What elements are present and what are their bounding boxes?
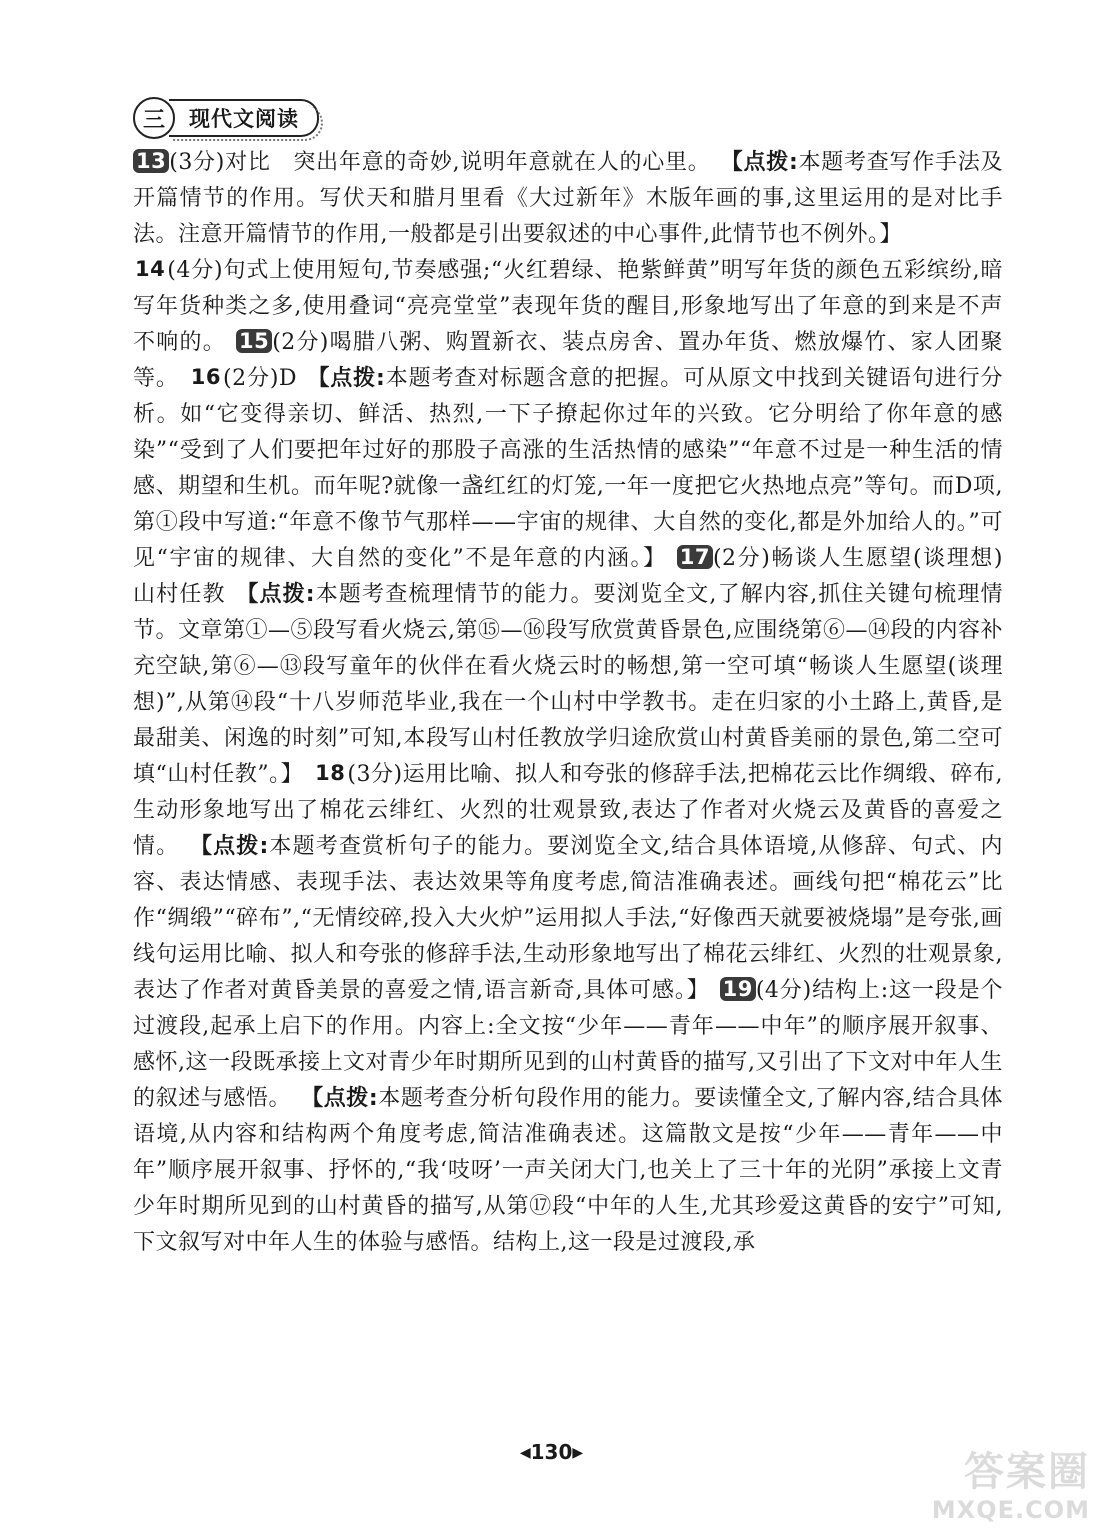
tip-label-17: 【点拨: <box>235 582 316 607</box>
answer-18: (3分)运用比喻、拟人和夸张的修辞手法,把棉花云比作绸缎、碎布,生动形象地写出了棉花云绯红、火烈的壮观景致,表达了作者对火烧云及黄昏的喜爱之情。 <box>133 762 1003 859</box>
tip-text-16: 本题考查对标题含意的把握。可从原文中找到关键语句进行分析。如“它变得亲切、鲜活、热烈,一下子撩起你过年的兴致。它分明给了你年意的感染”“受到了人们要把年过好的那股子高涨的生活热情的感染”“年意不过是一种生活的情感、期望和生机。而年呢?就像一盏红红的灯笼,一年一度把它火热地点亮”等句。而D项,第①段中写道:“年意不像节气那样——宇宙的规律、大自然的变化,都是外加给人的。”可见“宇宙的规律、大自然的变化”不是年意的内涵。】 <box>133 366 1003 571</box>
watermark-top-text: 答案圈 <box>964 1449 1090 1495</box>
tip-text-18: 本题考查赏析句子的能力。要浏览全文,结合具体语境,从修辞、句式、内容、表达情感、表现手法、表达效果等角度考虑,简洁准确表述。画线句把“棉花云”比作“绸缎”“碎布”,“无情绞碎,投入大火炉”运用拟人手法,“好像西天就要被烧塌”是夸张,画线句运用比喻、拟人和夸张的修辞手法,生动形象地写出了棉花云绯红、火烈的壮观景象,表达了作者对黄昏美景的喜爱之情,语言新奇,具体可感。】 <box>133 834 1003 1003</box>
tip-label-13: 【点拨: <box>720 150 799 175</box>
answer-13: (3分)对比 突出年意的奇妙,说明年意就在人的心里。 <box>169 150 711 175</box>
answer-19: (4分)结构上:这一段是个过渡段,起承上启下的作用。内容上:全文按“少年——青年——中年”的顺序展开叙事、感怀,这一段既承接上文对青少年时期所见到的山村黄昏的描写,又引出了下文对中年人生的叙述与感悟。 <box>133 978 1003 1111</box>
watermark-bottom-text: MXQE.COM <box>931 1496 1090 1524</box>
answer-16: (2分)D <box>222 366 298 391</box>
question-number-19: 19 <box>720 977 756 1001</box>
question-number-16: 16 <box>190 365 221 389</box>
right-arrow-icon: ▶ <box>572 1445 584 1461</box>
tip-label-16: 【点拨: <box>307 366 386 391</box>
question-number-18: 18 <box>315 761 346 785</box>
question-number-14: 14 <box>135 257 166 281</box>
tip-text-13: 本题考查写作手法及开篇情节的作用。写伏天和腊月里看《大过新年》木版年画的事,这里运用的是对比手法。注意开篇情节的作用,一般都是引出要叙述的中心事件,此情节也不例外。】 <box>133 150 1003 247</box>
tip-text-19: 本题考查分析句段作用的能力。要读懂全文,了解内容,结合具体语境,从内容和结构两个角度考虑,简洁准确表述。这篇散文是按“少年——青年——中年”顺序展开叙事、抒怀的,“我‘吱呀’一声关闭大门,也关上了三十年的光阴”承接上文青少年时期所见到的山村黄昏的描写,从第⑰段“中年的人生,尤其珍爱这黄昏的安宁”可知,下文叙写对中年人生的体验与感悟。结构上,这一段是过渡段,承 <box>133 1086 1003 1255</box>
answer-text-block <box>133 145 1026 1261</box>
question-number-15: 15 <box>236 329 272 353</box>
answer-17: (2分)畅谈人生愿望(谈理想) 山村任教 <box>133 546 1026 607</box>
question-number-13: 13 <box>133 149 169 173</box>
section-title: 现代文阅读 <box>169 99 319 137</box>
answer-14: (4分)句式上使用短句,节奏感强;“火红碧绿、艳紫鲜黄”明写年货的颜色五彩缤纷,暗写年货种类之多,使用叠词“亮亮堂堂”表现年货的醒目,形象地写出了年意的到来是不声不响的。 <box>133 258 1003 355</box>
tip-label-18: 【点拨: <box>189 834 269 859</box>
watermark-logo <box>920 1448 1090 1530</box>
tip-label-19: 【点拨: <box>301 1086 379 1111</box>
section-number-badge: 三 <box>133 97 175 139</box>
left-arrow-icon: ◀ <box>519 1445 531 1461</box>
tip-text-17: 本题考查梳理情节的能力。要浏览全文,了解内容,抓住关键句梳理情节。文章第①—⑤段写看火烧云,第⑮—⑯段写欣赏黄昏景色,应围绕第⑥—⑭段的内容补充空缺,第⑥—⑬段写童年的伙伴在看火烧云时的畅想,第一空可填“畅谈人生愿望(谈理想)”,从第⑭段“十八岁师范毕业,我在一个山村中学教书。走在归家的小土路上,黄昏,是最甜美、闲逸的时刻”可知,本段写山村任教放学归途欣赏山村黄昏美丽的景色,第二空可填“山村任教”。】 <box>133 582 1003 787</box>
answer-paragraph <box>133 145 1026 1261</box>
answer-15: (2分)喝腊八粥、购置新衣、装点房舍、置办年货、燃放爆竹、家人团聚等。 <box>133 330 1003 391</box>
section-header <box>133 98 319 138</box>
page-number-value: 130 <box>530 1440 573 1464</box>
question-number-17: 17 <box>677 545 713 569</box>
